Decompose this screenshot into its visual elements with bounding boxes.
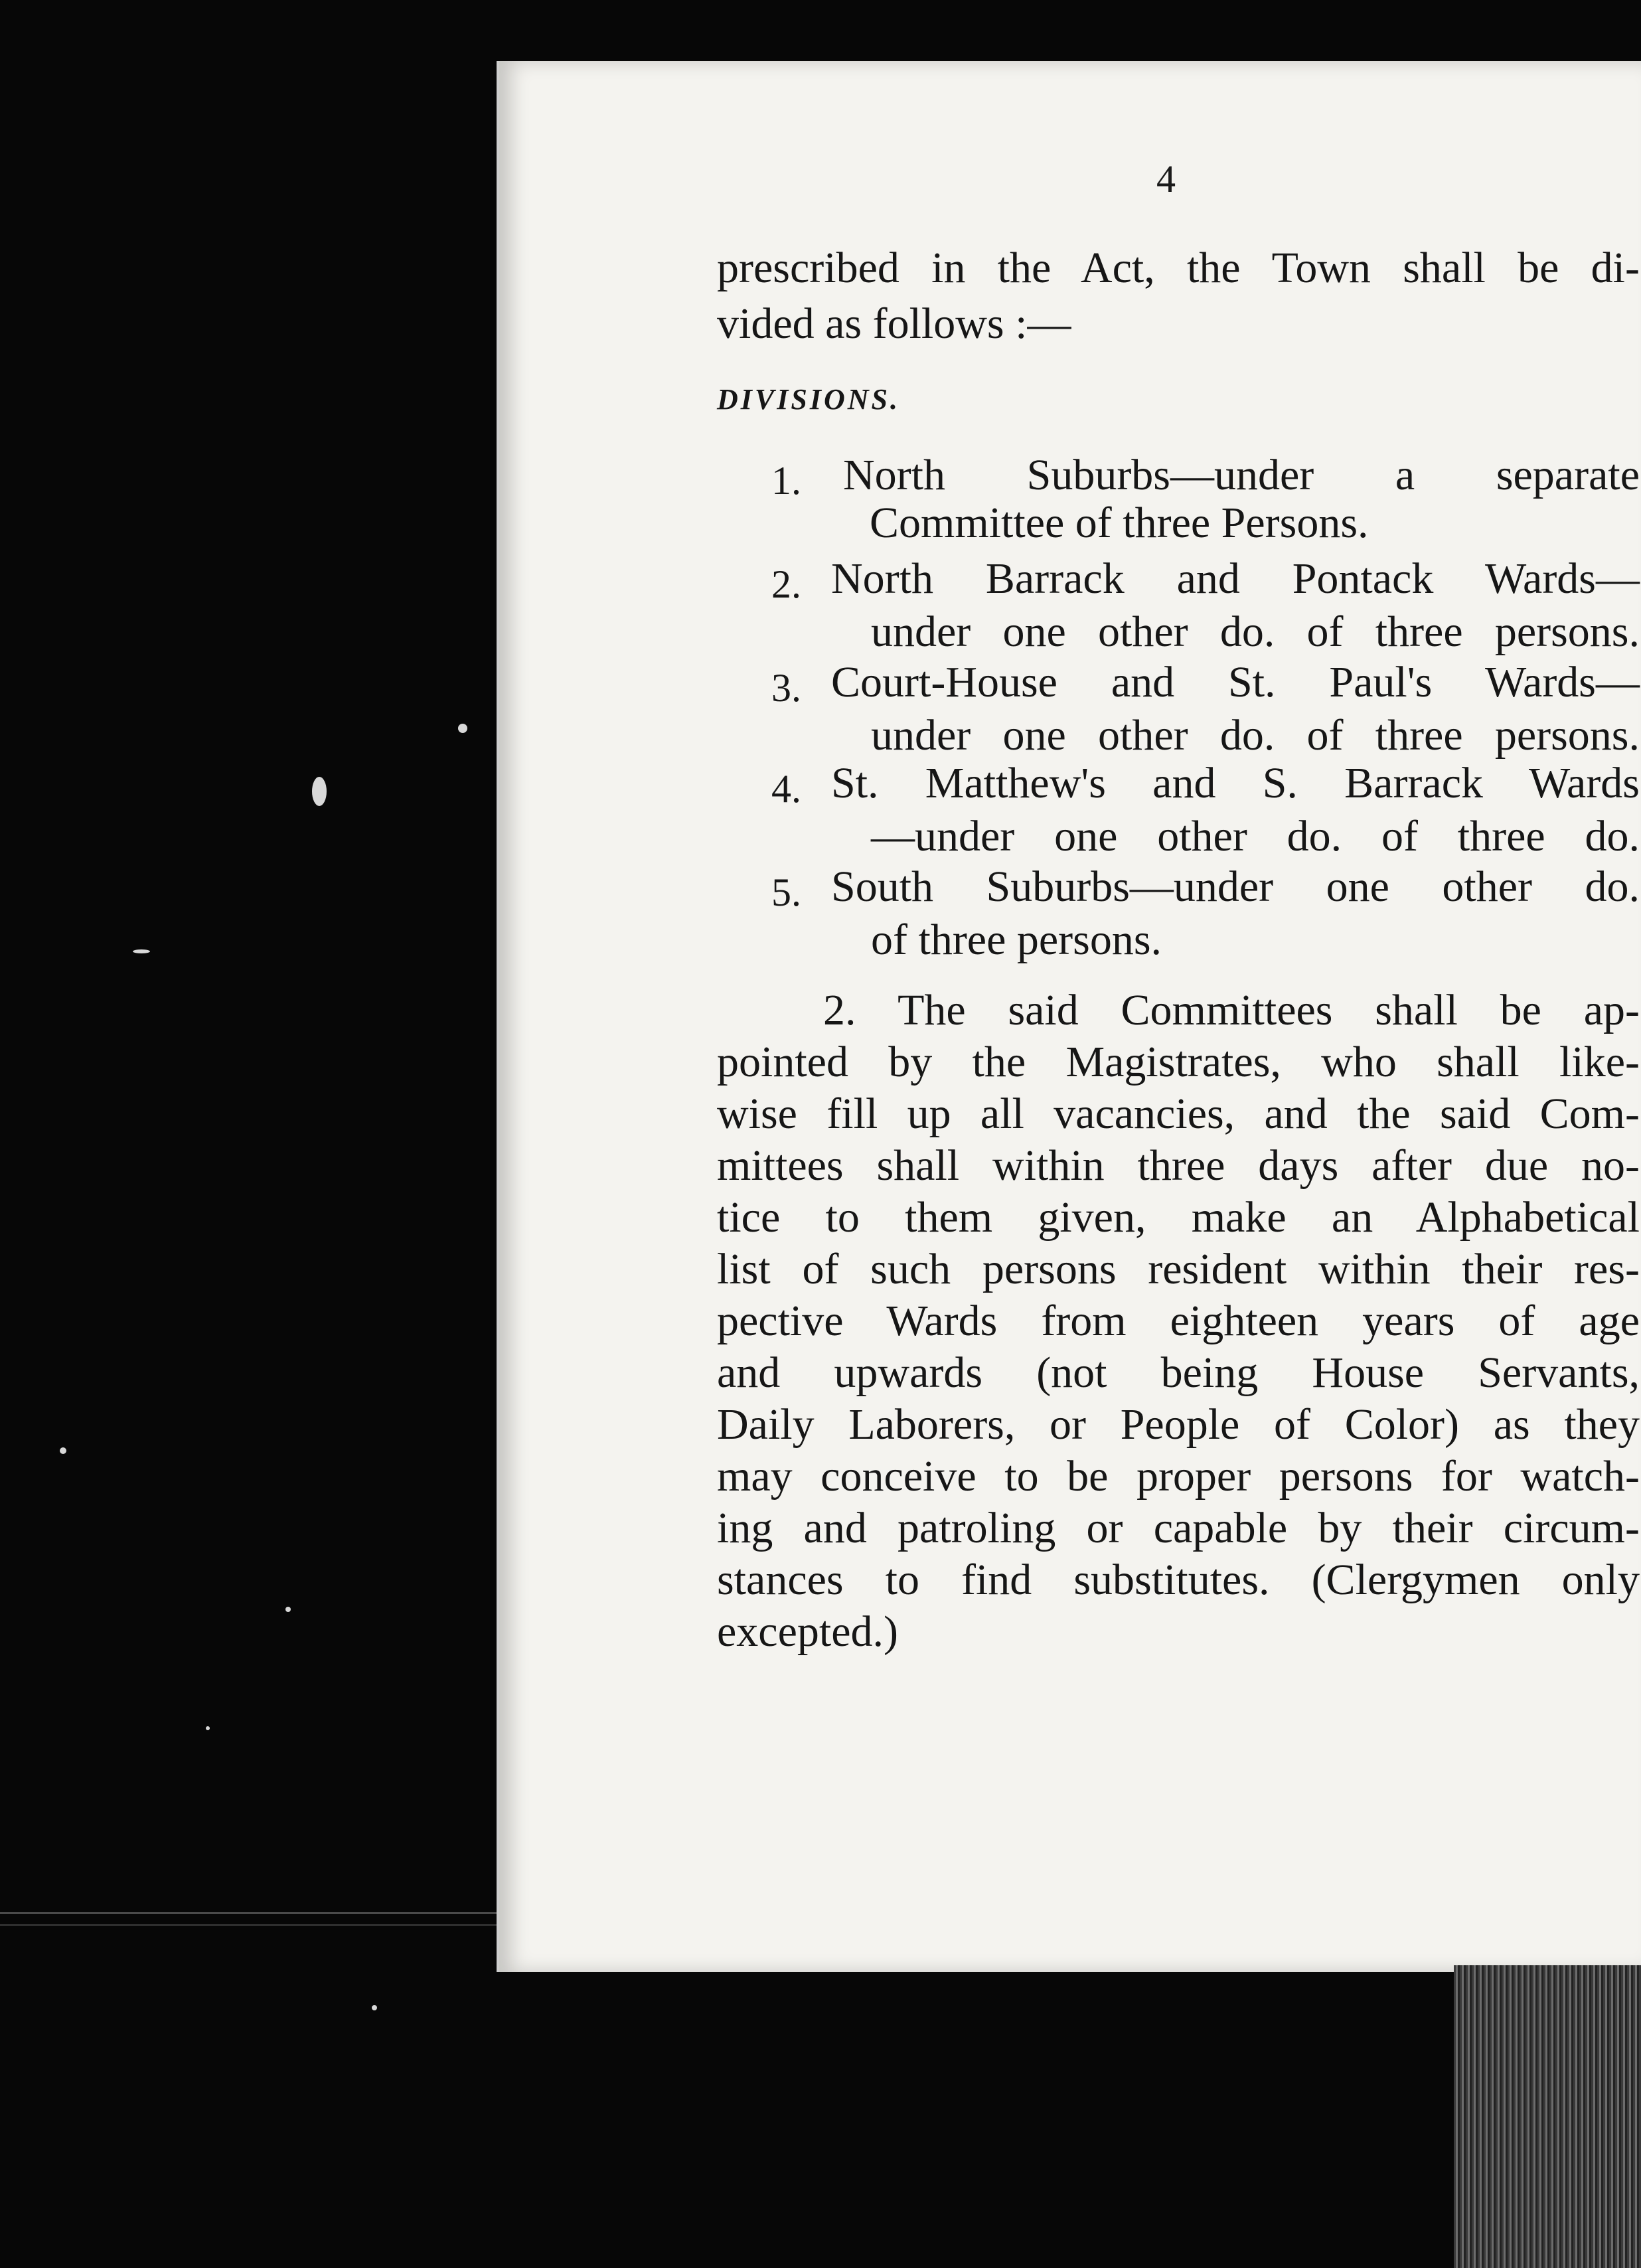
paragraph-line: pective Wards from eighteen years of age	[717, 1297, 1640, 1345]
division-line: under one other do. of three persons.	[871, 608, 1640, 656]
intro-line: prescribed in the Act, the Town shall be di-	[717, 244, 1640, 292]
paragraph-line: Daily Laborers, or People of Color) as they	[717, 1400, 1640, 1449]
division-line: —under one other do. of three do.	[871, 812, 1640, 860]
paragraph-line: mittees shall within three days after due no-	[717, 1141, 1640, 1190]
divisions-heading: DIVISIONS.	[717, 383, 900, 416]
division-line: Court-House and St. Paul's Wards—	[831, 658, 1640, 706]
film-speck	[133, 949, 150, 953]
division-line: North Barrack and Pontack Wards—	[831, 554, 1640, 603]
paragraph-line: 2. The said Committees shall be ap-	[823, 986, 1640, 1034]
division-line: Committee of three Persons.	[870, 499, 1369, 547]
division-line: St. Matthew's and S. Barrack Wards	[831, 759, 1640, 807]
film-speck	[60, 1447, 66, 1454]
division-number: 4.	[771, 767, 801, 811]
intro-line: vided as follows :—	[717, 299, 1071, 348]
division-line: of three persons.	[871, 916, 1162, 964]
film-speck	[206, 1726, 210, 1730]
division-number: 2.	[771, 562, 801, 606]
film-speck	[372, 2005, 377, 2010]
film-speck	[458, 724, 467, 733]
paragraph-line: ing and patroling or capable by their circum-	[717, 1504, 1640, 1552]
paragraph-line: excepted.)	[717, 1607, 898, 1656]
paragraph-line: may conceive to be proper persons for watch-	[717, 1452, 1640, 1500]
paragraph-line: pointed by the Magistrates, who shall like-	[717, 1038, 1640, 1086]
paragraph-line: list of such persons resident within their res-	[717, 1245, 1640, 1293]
paragraph-line: wise fill up all vacancies, and the said Com-	[717, 1090, 1640, 1138]
division-number: 1.	[771, 459, 801, 503]
page-number: 4	[1156, 157, 1176, 201]
page-stack-edge	[1454, 1965, 1641, 2268]
paragraph-line: and upwards (not being House Servants,	[717, 1348, 1640, 1397]
paragraph-line: stances to find substitutes. (Clergymen only	[717, 1556, 1640, 1604]
film-speck	[312, 777, 327, 806]
paragraph-line: tice to them given, make an Alphabetical	[717, 1193, 1640, 1242]
division-number: 3.	[771, 666, 801, 710]
division-line: South Suburbs—under one other do.	[831, 862, 1640, 911]
division-line: under one other do. of three persons.	[871, 711, 1640, 760]
division-number: 5.	[771, 870, 801, 914]
film-speck	[285, 1607, 291, 1612]
division-line: North Suburbs—under a separate	[843, 451, 1640, 499]
